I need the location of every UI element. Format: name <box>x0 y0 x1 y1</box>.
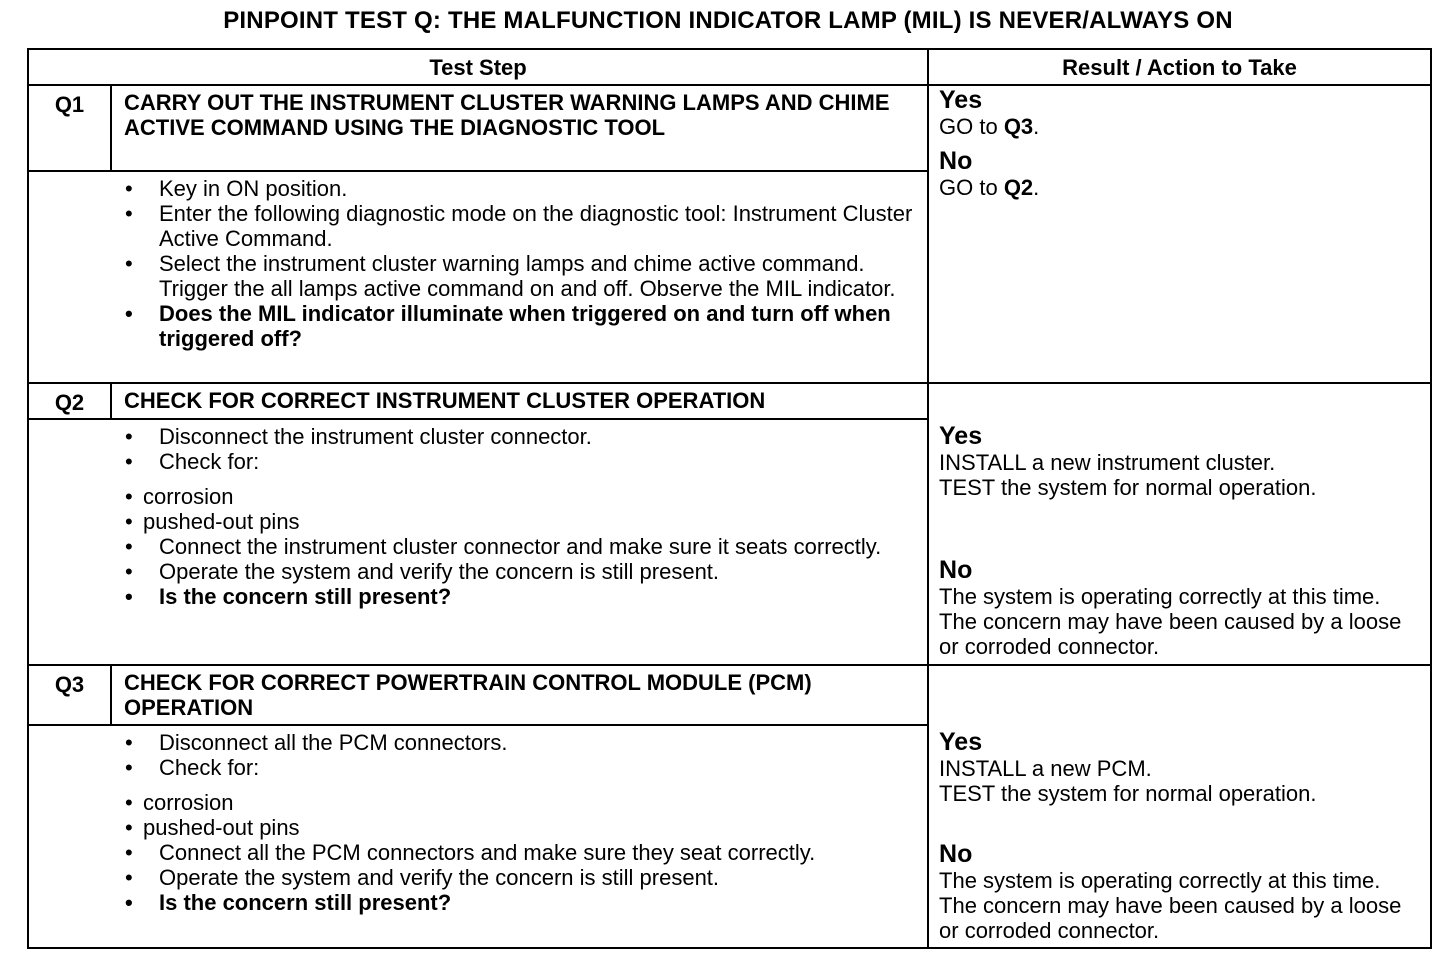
step-heading: CHECK FOR CORRECT INSTRUMENT CLUSTER OPERATION <box>111 383 928 419</box>
go-to-link[interactable]: Q2 <box>1003 175 1034 201</box>
step-id: Q1 <box>28 85 111 171</box>
step-question: • Is the concern still present? <box>123 890 917 915</box>
sub-list-item: • pushed-out pins <box>123 815 917 840</box>
result-header: Result / Action to Take <box>928 49 1431 85</box>
sub-list-item: • pushed-out pins <box>123 509 917 534</box>
step-body <box>111 725 928 948</box>
step-q3-result <box>928 665 1431 948</box>
list-item: • Check for: • corrosion • pushed-out pins <box>123 449 917 534</box>
go-to-link[interactable]: Q3 <box>1003 114 1034 140</box>
sub-list <box>143 483 917 534</box>
step-heading: CARRY OUT THE INSTRUMENT CLUSTER WARNING LAMPS AND CHIME ACTIVE COMMAND USING THE DIAGNOSTIC TOOL <box>111 85 928 171</box>
yes-action-line: INSTALL a new PCM. <box>939 756 1152 782</box>
sub-list-item: • corrosion <box>123 484 917 509</box>
step-body <box>111 171 928 382</box>
sub-list <box>143 790 917 841</box>
yes-label: Yes <box>939 728 983 757</box>
step-q2-result <box>928 383 1431 666</box>
test-step-header: Test Step <box>28 49 928 85</box>
pinpoint-test-table <box>27 48 1432 949</box>
page-title: PINPOINT TEST Q: THE MALFUNCTION INDICATOR LAMP (MIL) IS NEVER/ALWAYS ON <box>223 7 1233 34</box>
list-item: • Operate the system and verify the concern is still present. <box>123 559 917 584</box>
step-list <box>123 424 917 609</box>
list-item: • Operate the system and verify the concern is still present. <box>123 865 917 890</box>
step-id: Q2 <box>28 383 111 419</box>
step-q1-heading-row <box>28 85 1431 171</box>
step-list <box>123 176 917 351</box>
yes-action-line: INSTALL a new instrument cluster. <box>939 449 1276 475</box>
no-action: The system is operating correctly at this time. The concern may have been caused by a loose or corroded connector. <box>939 583 1402 659</box>
step-heading: CHECK FOR CORRECT POWERTRAIN CONTROL MODULE (PCM) OPERATION <box>111 665 928 725</box>
list-item: • Key in ON position. <box>123 176 917 201</box>
step-list <box>123 730 917 915</box>
yes-action: GO to Q3. <box>939 114 1040 140</box>
step-id: Q3 <box>28 665 111 725</box>
step-q1-result <box>928 85 1431 383</box>
no-label: No <box>939 840 973 869</box>
step-question: • Does the MIL indicator illuminate when triggered on and turn off when triggered off? <box>123 301 917 351</box>
yes-action-line: TEST the system for normal operation. <box>939 474 1317 500</box>
yes-action-line: TEST the system for normal operation. <box>939 781 1317 807</box>
step-question: • Is the concern still present? <box>123 584 917 609</box>
no-action: GO to Q2. <box>939 175 1040 201</box>
yes-label: Yes <box>939 421 983 450</box>
table-header-row <box>28 49 1431 85</box>
list-item: • Connect the instrument cluster connector and make sure it seats correctly. <box>123 534 917 559</box>
list-item: • Connect all the PCM connectors and make sure they seat correctly. <box>123 840 917 865</box>
list-item: • Disconnect all the PCM connectors. <box>123 730 917 755</box>
step-q3-heading-row <box>28 665 1431 725</box>
list-item: • Check for: • corrosion • pushed-out pins <box>123 755 917 840</box>
sub-list-item: • corrosion <box>123 790 917 815</box>
yes-label: Yes <box>939 86 983 115</box>
no-label: No <box>939 555 973 584</box>
step-q2-heading-row <box>28 383 1431 419</box>
no-label: No <box>939 147 973 176</box>
list-item: • Disconnect the instrument cluster connector. <box>123 424 917 449</box>
no-action: The system is operating correctly at this time. The concern may have been caused by a loose or corroded connector. <box>939 868 1402 944</box>
list-item: • Enter the following diagnostic mode on the diagnostic tool: Instrument Cluster Active Command. <box>123 201 917 251</box>
list-item: • Select the instrument cluster warning lamps and chime active command. Trigger the all lamps active command on and off. Observe the MIL indicator. <box>123 251 917 301</box>
step-body <box>111 419 928 666</box>
